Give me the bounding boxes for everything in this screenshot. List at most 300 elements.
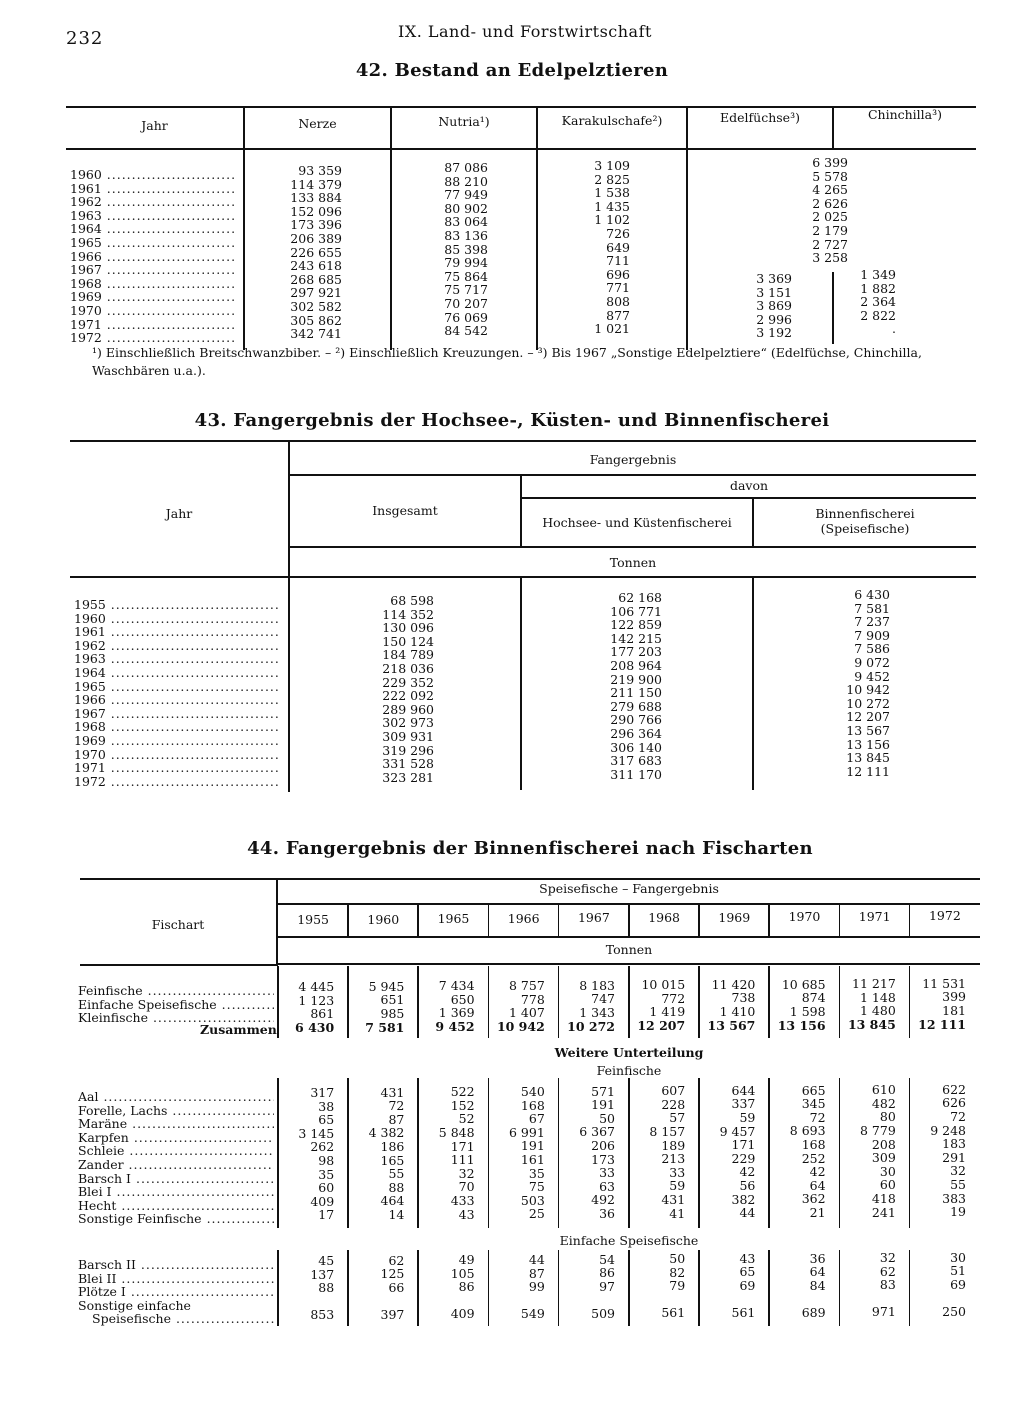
- t44-cell: 65: [318, 1112, 335, 1128]
- t42-cell: 3 369: [756, 271, 792, 286]
- t44-cell: 252: [801, 1150, 826, 1166]
- t44-rule: [80, 964, 278, 966]
- t44-cell: 492: [591, 1192, 615, 1208]
- t44-cell: 52: [458, 1111, 475, 1127]
- t43-year-label: 1962 .....: [74, 639, 280, 653]
- t44-col: [629, 1252, 685, 1293]
- t44-col: [840, 977, 896, 1018]
- t44-cell: 87: [528, 1265, 545, 1281]
- t44-g2-labels: [78, 1090, 274, 1226]
- t44-cell: 60: [879, 1177, 896, 1193]
- t44-cell: 1 343: [579, 1004, 615, 1020]
- t44-row-label: Karpfen .....: [78, 1131, 274, 1145]
- t44-cell: 1 410: [719, 1004, 756, 1020]
- t44-cell: 778: [520, 991, 545, 1007]
- t42-cell: 114 379: [290, 176, 342, 192]
- t44-row-label: Kleinfische .....: [78, 1011, 274, 1025]
- t44-year-header: 1960: [367, 911, 400, 927]
- t44-sub-weitere: Weitere Unterteilung: [554, 1045, 704, 1060]
- t44-cell: 9 248: [930, 1122, 966, 1138]
- t44-col: [629, 978, 685, 1019]
- t44-col: [278, 1021, 334, 1035]
- t44-cell: 67: [528, 1111, 545, 1127]
- t44-cell: 99: [528, 1279, 545, 1295]
- t42-year-label: 1963 .....: [70, 209, 236, 223]
- t44-rule: [278, 963, 980, 965]
- t44-col: [489, 1020, 545, 1034]
- t44-cell: 168: [520, 1097, 545, 1113]
- t44-cell: 32: [458, 1165, 475, 1181]
- t44-cell: 345: [801, 1096, 826, 1112]
- t43-years: [74, 598, 280, 788]
- t43-cell: 218 036: [382, 660, 434, 676]
- t44-cell: 72: [950, 1109, 966, 1125]
- t42-cell: 152 096: [290, 203, 342, 219]
- t44-row-label: Einfache Speisefische .....: [78, 998, 274, 1012]
- t44-cell: 59: [739, 1110, 756, 1126]
- t42-cell: 6 399: [812, 155, 848, 170]
- t43-cell: 7 581: [854, 600, 890, 616]
- t44-cell: 8 693: [789, 1123, 826, 1139]
- t44-row-label: Feinfische .....: [78, 984, 274, 998]
- t42-cell: 4 265: [812, 182, 848, 198]
- t42-col-karakul: [538, 159, 630, 336]
- t42-cell: 297 921: [290, 285, 342, 301]
- t44-cell: 137: [310, 1266, 335, 1282]
- t42-cell: 3 869: [756, 298, 792, 314]
- t44-cell: 43: [458, 1206, 475, 1222]
- t43-cell: 222 092: [382, 688, 434, 704]
- t44-cell: 5 945: [368, 978, 405, 994]
- t42-col-sonstige: [700, 156, 848, 265]
- t44-cell: 549: [520, 1305, 545, 1321]
- t44-top-rule: [80, 878, 980, 880]
- t44-cell: 33: [669, 1164, 686, 1180]
- t44-year-header: 1969: [718, 909, 751, 925]
- t42-cell: 1 021: [594, 321, 630, 337]
- t42-h-edelfuechse: Edelfüchse³): [720, 110, 800, 125]
- t44-cell: 10 272: [567, 1018, 615, 1034]
- t43-cell: 289 960: [382, 701, 434, 717]
- t43-cell: 309 931: [382, 728, 434, 744]
- t44-col: [699, 1084, 755, 1220]
- t44-cell: 206: [591, 1137, 615, 1153]
- t44-col: [769, 1252, 825, 1293]
- t44-col: [769, 1019, 825, 1033]
- t44-col: [418, 1020, 474, 1034]
- t44-cell: 4 382: [368, 1125, 405, 1141]
- t42-cell: 83 064: [444, 214, 488, 230]
- t44-col: [910, 1251, 966, 1292]
- t44-row-label: Aal .....: [78, 1090, 274, 1104]
- t42-cell: 3 192: [756, 325, 792, 341]
- t44-cell: 65: [739, 1264, 756, 1280]
- t44-cell: 1 407: [508, 1005, 545, 1021]
- t44-cell: 6 991: [508, 1124, 545, 1140]
- t42-cell: 771: [606, 280, 630, 296]
- t44-cell: 738: [731, 990, 756, 1006]
- t44-cell: 622: [942, 1081, 966, 1097]
- t44-cell: 43: [739, 1250, 756, 1266]
- t43-cell: 13 567: [846, 722, 890, 738]
- t44-row-label: Blei I .....: [78, 1185, 274, 1199]
- t44-cell: 874: [801, 990, 826, 1006]
- t44-cell: 17: [318, 1207, 335, 1223]
- t44-year-header: 1966: [507, 910, 540, 926]
- t44-cell: 72: [809, 1109, 826, 1125]
- t44-cell: 409: [450, 1306, 475, 1322]
- t44-cell: 291: [942, 1149, 966, 1165]
- t44-cell: 561: [731, 1304, 756, 1320]
- t44-cell: 41: [669, 1205, 686, 1221]
- t43-year-label: 1955 .....: [74, 598, 280, 612]
- t44-cell: 861: [310, 1006, 335, 1022]
- t43-cell: 12 207: [846, 709, 890, 725]
- t43-cell: 208 964: [610, 657, 662, 673]
- t42-cell: .: [892, 321, 896, 337]
- t42-cell: 5 578: [812, 168, 848, 184]
- t43-cell: 319 296: [382, 742, 434, 758]
- t43-year-label: 1969 .....: [74, 734, 280, 748]
- t44-cell: 399: [942, 989, 966, 1005]
- t43-cell: 10 942: [846, 682, 890, 698]
- t44-g3-labels: [78, 1258, 274, 1326]
- t43-cell: 9 452: [854, 668, 890, 684]
- t42-cell: 696: [606, 266, 630, 282]
- t44-cell: 88: [318, 1280, 335, 1296]
- t44-col: [348, 1254, 404, 1295]
- t44-cell: 747: [591, 991, 615, 1007]
- t42-cell: 83 136: [444, 227, 488, 243]
- t42-col-nerze: [245, 164, 342, 341]
- t44-cell: 6 367: [579, 1124, 615, 1140]
- t44-cell: 152: [450, 1097, 475, 1113]
- t43-cell: 323 281: [382, 769, 434, 785]
- t44-col: [910, 1083, 966, 1219]
- t44-col: [489, 1085, 545, 1221]
- t44-cell: 1 419: [649, 1004, 686, 1020]
- t44-cell: 19: [950, 1204, 966, 1220]
- t42-cell: 79 994: [444, 255, 488, 271]
- t42-col-edelfuechse: [700, 272, 792, 340]
- table-44-title: 44. Fangergebnis der Binnenfischerei nach Fischarten: [247, 838, 813, 859]
- t42-year-label: 1965 .....: [70, 236, 236, 250]
- t44-cell: 82: [669, 1264, 686, 1280]
- t42-cell: 1 435: [594, 198, 630, 214]
- t44-cell: 165: [380, 1152, 405, 1168]
- t44-cell: 87: [388, 1111, 405, 1127]
- t42-year-label: 1962 .....: [70, 195, 236, 209]
- t43-top-rule: [70, 440, 976, 442]
- t44-cell: 42: [809, 1164, 826, 1180]
- t42-cell: 2 179: [812, 222, 848, 238]
- t44-cell: 382: [731, 1191, 756, 1207]
- t43-cell: 229 352: [382, 674, 434, 690]
- t42-cell: 1 349: [860, 267, 896, 282]
- t43-cell: 211 150: [610, 685, 662, 701]
- t42-col-chinchilla: [834, 268, 896, 336]
- t44-cell: 181: [942, 1003, 966, 1019]
- t44-cell: 11 420: [711, 976, 756, 992]
- t43-cell: 290 766: [610, 712, 662, 728]
- t43-cell: 68 598: [390, 593, 434, 608]
- t43-col-binnen: [754, 588, 890, 778]
- t44-cell: 3 145: [298, 1125, 335, 1141]
- t44-cell: 6 430: [295, 1020, 335, 1035]
- t44-cell: 250: [942, 1303, 966, 1319]
- t44-cell: 56: [739, 1178, 756, 1194]
- t43-cell: 114 352: [382, 606, 434, 622]
- t43-year-label: 1971 .....: [74, 761, 280, 775]
- t44-cell: 482: [871, 1095, 896, 1111]
- t43-cell: 7 586: [854, 641, 890, 657]
- t44-cell: 183: [942, 1136, 966, 1152]
- t44-cell: 60: [318, 1180, 335, 1196]
- t44-cell: 55: [388, 1166, 405, 1182]
- t42-footnote: ¹) Einschließlich Breitschwanzbiber. – ²) Einschließlich Kreuzungen. – ³) Bis 1967 „Sonstige Edelpelztiere“ (Edelfüchse, Chinchilla, Waschbären u.a.).: [92, 345, 922, 378]
- t44-col: [348, 1021, 404, 1035]
- t44-row-label: Plötze I .....: [78, 1285, 274, 1299]
- t44-col: [840, 1083, 896, 1219]
- t42-cell: 3 258: [812, 250, 848, 266]
- t44-cell: 171: [450, 1138, 475, 1154]
- t42-col-nutria: [392, 161, 488, 338]
- t44-col: [559, 1307, 615, 1321]
- t42-year-label: 1968 .....: [70, 277, 236, 291]
- t42-cell: 2 364: [860, 294, 896, 310]
- t42-cell: 1 882: [860, 280, 896, 296]
- t44-cell: 98: [318, 1152, 335, 1168]
- t42-cell: 305 862: [290, 312, 342, 328]
- t43-h-hochsee: Hochsee- und Küstenfischerei: [542, 515, 732, 530]
- t42-cell: 711: [606, 253, 630, 269]
- t42-cell: 302 582: [290, 298, 342, 314]
- t44-row-label: Sonstige Feinfische .....: [78, 1212, 274, 1226]
- t44-cell: 10 015: [641, 977, 686, 993]
- t44-cell: 644: [731, 1082, 756, 1098]
- page-number: 232: [66, 28, 104, 49]
- t44-cell: 9 452: [435, 1019, 475, 1035]
- t44-col: [489, 1307, 545, 1321]
- t44-cell: 161: [520, 1151, 545, 1167]
- t42-cell: 268 685: [290, 271, 342, 287]
- t44-col: [348, 1308, 404, 1322]
- t44-cell: 464: [380, 1193, 405, 1209]
- t44-g1-labels: [78, 984, 274, 1025]
- t44-row-label: Hecht .....: [78, 1199, 274, 1213]
- t43-rule: [522, 497, 976, 499]
- t44-cell: 213: [661, 1151, 686, 1167]
- t44-cell: 86: [458, 1279, 475, 1295]
- t44-cell: 1 148: [859, 989, 896, 1005]
- t42-cell: 2 996: [756, 311, 792, 327]
- t44-col: [348, 980, 404, 1021]
- t42-cell: 226 655: [290, 244, 342, 260]
- t43-year-label: 1964 .....: [74, 666, 280, 680]
- t44-cell: 772: [661, 990, 686, 1006]
- t44-cell: 11 217: [852, 976, 896, 992]
- t44-cell: 64: [809, 1264, 826, 1280]
- t42-cell: 88 210: [444, 173, 488, 189]
- t43-cell: 106 771: [610, 603, 662, 619]
- t42-cell: 80 902: [444, 200, 488, 216]
- t44-cell: 409: [310, 1193, 335, 1209]
- t44-cell: 985: [380, 1005, 405, 1021]
- t44-year-header: 1971: [858, 908, 891, 924]
- t42-cell: 877: [606, 307, 630, 323]
- t44-cell: 69: [739, 1278, 756, 1294]
- t44-col: [278, 1254, 334, 1295]
- t42-cell: 2 825: [594, 171, 630, 187]
- t44-col: [840, 1305, 896, 1319]
- t43-h-insgesamt: Insgesamt: [372, 503, 438, 518]
- t44-row-label: Forelle, Lachs .....: [78, 1104, 274, 1118]
- t44-sum-label: Zusammen: [200, 1022, 277, 1037]
- t44-cell: 1 598: [789, 1003, 826, 1019]
- t44-cell: 54: [599, 1251, 615, 1267]
- t43-cell: 150 124: [382, 633, 434, 649]
- t44-cell: 4 445: [298, 979, 335, 994]
- t43-cell: 13 845: [846, 750, 890, 766]
- t44-cell: 30: [879, 1163, 896, 1179]
- t44-col: [348, 1086, 404, 1222]
- t44-cell: 561: [661, 1305, 686, 1321]
- t42-cell: 2 626: [812, 195, 848, 211]
- t44-row-label: Zander .....: [78, 1158, 274, 1172]
- t44-cell: 35: [318, 1166, 335, 1182]
- t44-col: [840, 1251, 896, 1292]
- t42-year-label: 1970 .....: [70, 304, 236, 318]
- t44-cell: 14: [388, 1206, 405, 1222]
- t43-col-insgesamt: [290, 594, 434, 784]
- t43-cell: 306 140: [610, 739, 662, 755]
- t44-sub-einfache: Einfache Speisefische: [559, 1233, 699, 1248]
- t42-cell: 87 086: [444, 160, 488, 175]
- t44-row-label: Barsch II .....: [78, 1258, 274, 1272]
- t44-rule: [278, 936, 980, 938]
- t44-cell: 10 685: [781, 976, 826, 992]
- t44-cell: 70: [458, 1179, 475, 1195]
- t44-cell: 44: [739, 1205, 756, 1221]
- t44-cell: 189: [661, 1137, 686, 1153]
- t44-cell: 97: [599, 1278, 615, 1294]
- t43-cell: 62 168: [618, 590, 662, 605]
- t44-col: [769, 1084, 825, 1220]
- t44-cell: 5 848: [438, 1125, 475, 1141]
- t44-col: [559, 1020, 615, 1034]
- t44-cell: 21: [809, 1204, 826, 1220]
- t42-cell: 77 949: [444, 187, 488, 203]
- t42-cell: 84 542: [444, 323, 488, 339]
- t44-cell: 44: [528, 1251, 545, 1267]
- t42-cell: 726: [606, 225, 630, 241]
- t44-cell: 88: [388, 1179, 405, 1195]
- t44-col: [910, 1305, 966, 1319]
- t44-cell: 650: [450, 991, 475, 1007]
- t44-cell: 111: [450, 1152, 475, 1168]
- t43-h-davon: davon: [729, 478, 769, 493]
- t44-cell: 8 157: [649, 1124, 686, 1140]
- t44-row-label: Barsch I .....: [78, 1172, 274, 1186]
- t42-h-nerze: Nerze: [298, 116, 337, 131]
- t44-cell: 72: [388, 1098, 405, 1114]
- t44-h-top: Speisefische – Fangergebnis: [539, 881, 719, 896]
- t44-cell: 12 111: [918, 1016, 966, 1032]
- t44-cell: 64: [809, 1177, 826, 1193]
- t43-cell: 302 973: [382, 715, 434, 731]
- t44-cell: 208: [871, 1136, 896, 1152]
- t42-cell: 75 717: [444, 282, 488, 298]
- t44-cell: 66: [388, 1279, 405, 1295]
- t43-year-label: 1965 .....: [74, 680, 280, 694]
- t44-cell: 75: [528, 1179, 545, 1195]
- t43-year-label: 1972 .....: [74, 775, 280, 789]
- t42-h-karakul: Karakulschafe²): [561, 113, 663, 128]
- t44-cell: 11 531: [922, 975, 966, 991]
- t42-cell: 3 151: [756, 284, 792, 300]
- t43-cell: 142 215: [610, 630, 662, 646]
- t44-cell: 51: [950, 1263, 966, 1279]
- t42-cell: 2 025: [812, 209, 848, 225]
- t43-cell: 311 170: [610, 766, 662, 782]
- t44-col: [629, 1084, 685, 1220]
- t44-cell: 433: [450, 1193, 475, 1209]
- t44-cell: 69: [950, 1277, 966, 1293]
- t44-cell: 503: [520, 1192, 545, 1208]
- t42-cell: 3 109: [594, 158, 630, 173]
- t43-h-unit: Tonnen: [609, 555, 657, 570]
- t44-cell: 540: [520, 1083, 545, 1099]
- t44-col: [769, 1306, 825, 1320]
- t42-year-label: 1960 .....: [70, 168, 236, 182]
- t42-vline: [686, 150, 688, 350]
- t44-cell: 228: [661, 1096, 686, 1112]
- t44-cell: 59: [669, 1178, 686, 1194]
- t43-cell: 177 203: [610, 644, 662, 660]
- t43-cell: 296 364: [610, 725, 662, 741]
- t44-col: [769, 978, 825, 1019]
- t44-cell: 36: [599, 1205, 615, 1221]
- t44-cell: 84: [809, 1277, 826, 1293]
- t44-cell: 38: [318, 1098, 335, 1114]
- t44-cell: 8 757: [508, 977, 545, 993]
- t44-cell: 173: [591, 1151, 615, 1167]
- t43-year-label: 1968 .....: [74, 720, 280, 734]
- t42-year-label: 1961 .....: [70, 182, 236, 196]
- t43-cell: 6 430: [854, 587, 890, 602]
- t44-cell: 241: [871, 1204, 896, 1220]
- t43-rule: [70, 576, 976, 578]
- t44-cell: 36: [809, 1250, 826, 1266]
- t44-cell: 13 567: [707, 1017, 756, 1033]
- t44-col: [699, 1019, 755, 1033]
- t44-cell: 853: [310, 1307, 335, 1322]
- t44-cell: 62: [388, 1252, 405, 1268]
- running-head: IX. Land- und Forstwirtschaft: [398, 22, 652, 41]
- t44-cell: 191: [520, 1138, 545, 1154]
- t44-cell: 9 457: [719, 1123, 756, 1139]
- t44-cell: 1 123: [298, 992, 335, 1008]
- t42-cell: 342 741: [290, 326, 342, 342]
- t44-cell: 610: [871, 1082, 896, 1098]
- t43-cell: 130 096: [382, 620, 434, 636]
- t44-col: [699, 978, 755, 1019]
- t42-cell: 649: [606, 239, 630, 255]
- t44-col: [910, 1018, 966, 1032]
- t44-row-label: Speisefische .....: [78, 1312, 274, 1326]
- t44-col: [278, 980, 334, 1021]
- t44-col: [278, 1308, 334, 1322]
